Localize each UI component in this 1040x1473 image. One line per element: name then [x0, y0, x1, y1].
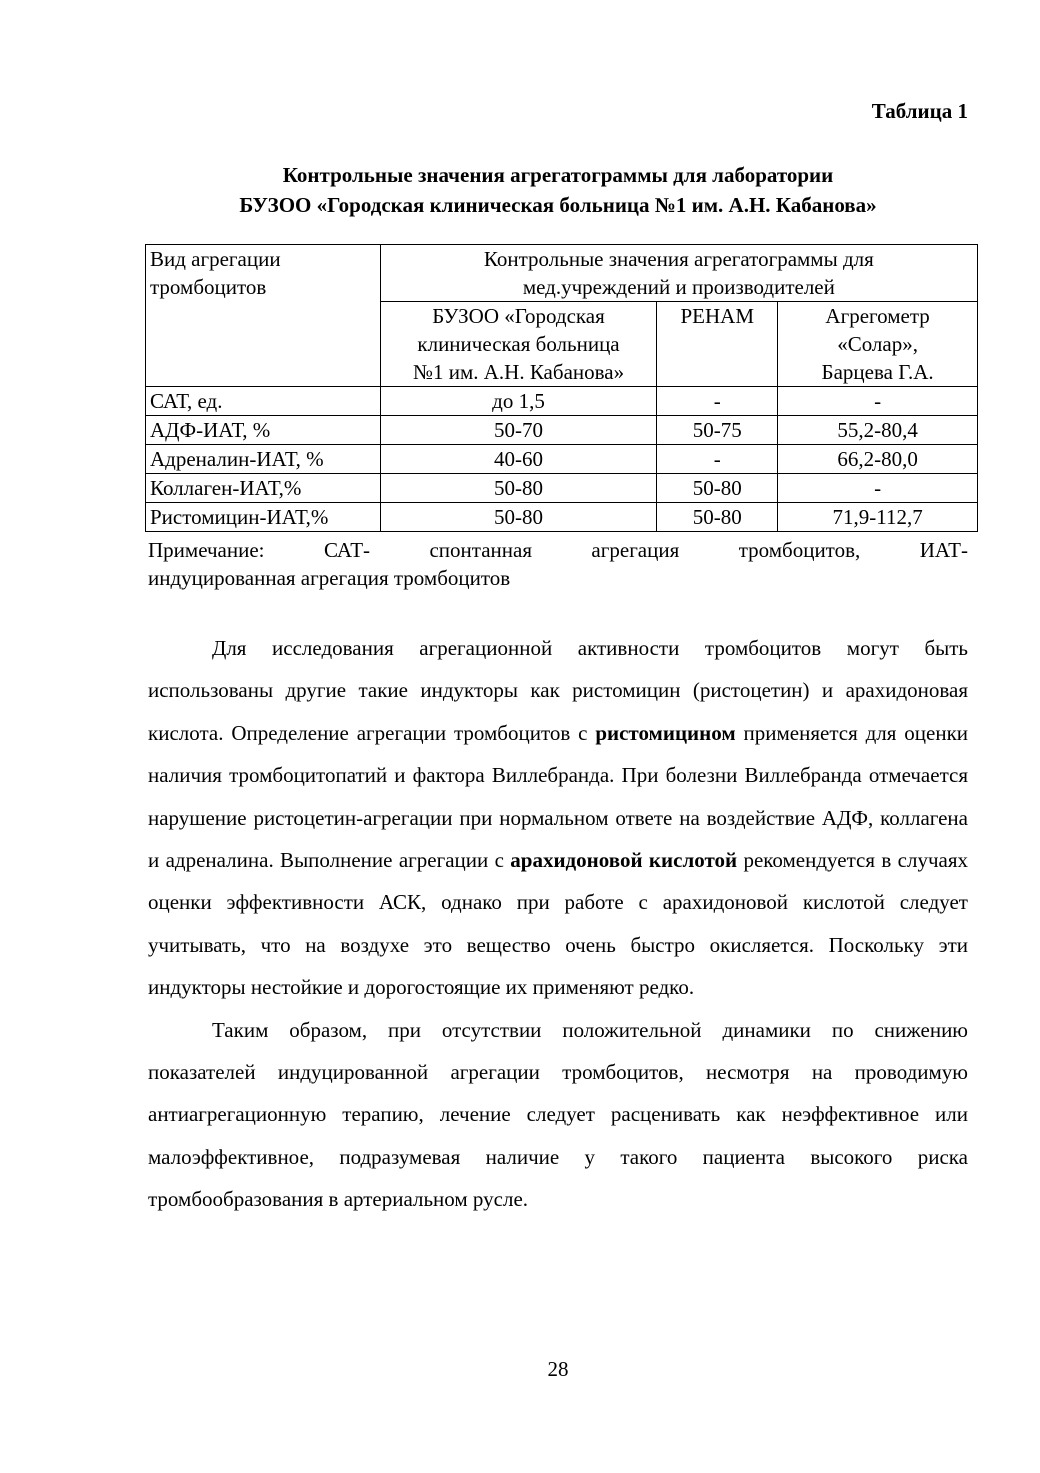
- table-title: [148, 160, 968, 220]
- table-note-line: индуцированная агрегация тромбоцитов: [148, 566, 511, 590]
- table-row: [146, 445, 978, 474]
- row-name: Коллаген-ИАТ,%: [146, 474, 381, 503]
- header-renam: РЕНАМ: [657, 302, 778, 387]
- paragraph: Таким образом, при отсутствии положительной динамики по снижению показателей индуцированной агрегации тромбоцитов, несмотря на проводимую антиагрегационную терапию, лечение следует расценивать как неэффективное или малоэффективное, подразумевая наличие у такого пациента высокого риска тромбообразования в артериальном русле.: [148, 1017, 968, 1212]
- table-note-line: Примечание: САТ- спонтанная агрегация тромбоцитов, ИАТ-: [148, 538, 968, 562]
- reference-values-table: [145, 244, 978, 532]
- row-value-renam: 50-80: [657, 503, 778, 532]
- row-name: АДФ-ИАТ, %: [146, 416, 381, 445]
- row-value-buzoo: 50-80: [380, 503, 657, 532]
- row-value-buzoo: 50-80: [380, 474, 657, 503]
- row-value-solar: 66,2-80,0: [778, 445, 978, 474]
- bold-term-arachidonic-acid: арахидоновой кислотой: [510, 848, 738, 873]
- table-note: [148, 536, 968, 592]
- header-solar: Агрегометр «Солар», Барцева Г.А.: [778, 302, 978, 387]
- row-value-renam: 50-80: [657, 474, 778, 503]
- table-row: [146, 387, 978, 416]
- table-header-row: [146, 245, 978, 302]
- table-caption: Таблица 1: [871, 99, 968, 123]
- row-value-solar: -: [778, 474, 978, 503]
- row-value-renam: -: [657, 387, 778, 416]
- table-title-line: БУЗОО «Городская клиническая больница №1 им. А.Н. Кабанова»: [239, 193, 877, 217]
- row-value-renam: -: [657, 445, 778, 474]
- table-row: [146, 503, 978, 532]
- body-text: [148, 627, 968, 1221]
- table-row: [146, 474, 978, 503]
- bold-term-ristomycin: ристомицином: [595, 720, 736, 745]
- row-value-solar: -: [778, 387, 978, 416]
- table-title-line: Контрольные значения агрегатограммы для лаборатории: [282, 163, 834, 187]
- row-value-solar: 71,9-112,7: [778, 503, 978, 532]
- row-value-buzoo: до 1,5: [380, 387, 657, 416]
- row-value-buzoo: 50-70: [380, 416, 657, 445]
- header-reference-group: Контрольные значения агрегатограммы для мед.учреждений и производителей: [380, 245, 977, 302]
- page-number: 28: [547, 1357, 569, 1381]
- row-name: Адреналин-ИАТ, %: [146, 445, 381, 474]
- row-value-buzoo: 40-60: [380, 445, 657, 474]
- paragraph: Для исследования агрегационной активности тромбоцитов могут быть использованы другие такие индукторы как ристомицин (ристоцетин) и арахидоновая кислота. Определение агрегации тромбоцитов с ристомицином применяется для оценки наличия тромбоцитопатий и фактора Виллебранда. При болезни Виллебранда отмечается нарушение ристоцетин-агрегации при нормальном ответе на воздействие АДФ, коллагена и адреналина. Выполнение агрегации с арахидоновой кислотой рекомендуется в случаях оценки эффективности АСК, однако при работе с арахидоновой кислотой следует учитывать, что на воздухе это вещество очень быстро окисляется. Поскольку эти индукторы нестойкие и дорогостоящие их применяют редко.: [148, 636, 969, 1000]
- table-row: [146, 416, 978, 445]
- header-buzoo: БУЗОО «Городская клиническая больница №1 им. А.Н. Кабанова»: [380, 302, 657, 387]
- row-name: Ристомицин-ИАТ,%: [146, 503, 381, 532]
- row-value-renam: 50-75: [657, 416, 778, 445]
- header-aggregation-type: Вид агрегации тромбоцитов: [146, 245, 381, 387]
- row-value-solar: 55,2-80,4: [778, 416, 978, 445]
- row-name: САТ, ед.: [146, 387, 381, 416]
